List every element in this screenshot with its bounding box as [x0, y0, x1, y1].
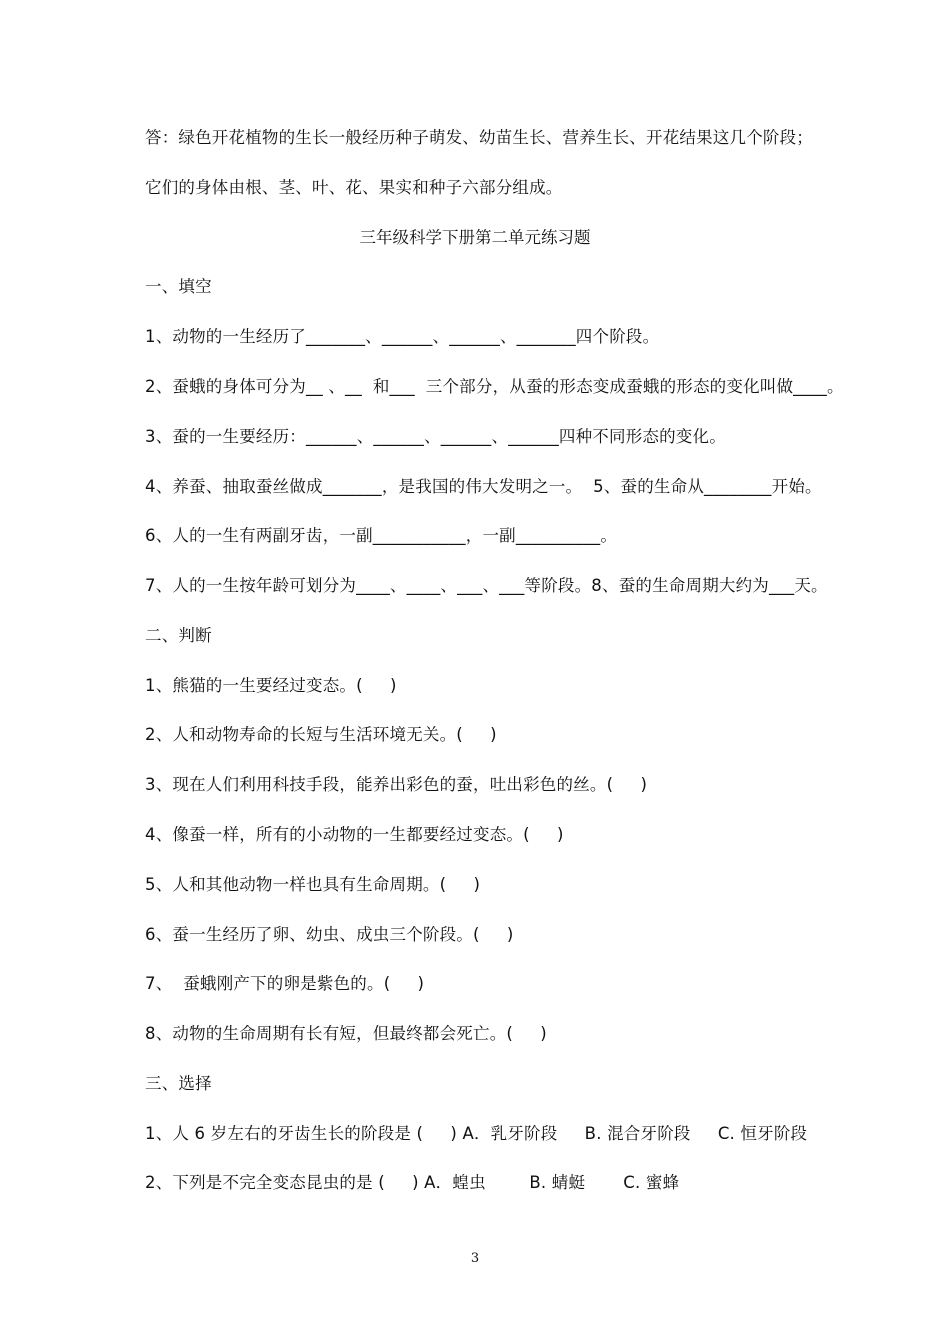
fill-blank-item-4-5: 4、养蚕、抽取蚕丝做成_______，是我国的伟大发明之一。 5、蚕的生命从________开始。: [145, 477, 822, 496]
judgment-item-1: 1、熊猫的一生要经过变态。( ): [145, 676, 397, 695]
worksheet-title: 三年级科学下册第二单元练习题: [359, 228, 591, 247]
choice-item-1: 1、人 6 岁左右的牙齿生长的阶段是 ( ) A．乳牙阶段 B. 混合牙阶段 C. 恒牙阶段: [145, 1124, 808, 1143]
judgment-item-6: 6、蚕一生经历了卵、幼虫、成虫三个阶段。( ): [145, 925, 514, 944]
answer-line-2: 它们的身体由根、茎、叶、花、果实和种子六部分组成。: [145, 178, 563, 197]
judgment-item-2: 2、人和动物寿命的长短与生活环境无关。( ): [145, 725, 497, 744]
answer-line-1: 答：绿色开花植物的生长一般经历种子萌发、幼苗生长、营养生长、开花结果这几个阶段；: [145, 128, 813, 147]
section-heading-judgment: 二、判断: [145, 626, 212, 645]
fill-blank-item-7-8: 7、人的一生按年龄可划分为____、____、___、___等阶段。8、蚕的生命周期大约为___天。: [145, 576, 828, 595]
fill-blank-item-6: 6、人的一生有两副牙齿，一副___________，一副__________。: [145, 526, 618, 545]
judgment-item-5: 5、人和其他动物一样也具有生命周期。( ): [145, 875, 481, 894]
judgment-item-4: 4、像蚕一样，所有的小动物的一生都要经过变态。( ): [145, 825, 564, 844]
section-heading-choice: 三、选择: [145, 1074, 212, 1093]
fill-blank-item-1: 1、动物的一生经历了_______、______、______、_______四个阶段。: [145, 327, 660, 346]
fill-blank-item-2: 2、蚕蛾的身体可分为__ 、__ 和___ 三个部分，从蚕的形态变成蚕蛾的形态的变化叫做____。: [145, 377, 844, 396]
fill-blank-item-3: 3、蚕的一生要经历：______、______、______、______四种不同形态的变化。: [145, 427, 726, 446]
page-number: 3: [470, 1251, 480, 1266]
section-heading-fill-blank: 一、填空: [145, 277, 212, 296]
judgment-item-7: 7、 蚕蛾刚产下的卵是紫色的。( ): [145, 974, 425, 993]
judgment-item-3: 3、现在人们利用科技手段，能养出彩色的蚕，吐出彩色的丝。( ): [145, 775, 648, 794]
choice-item-2: 2、下列是不完全变态昆虫的是 ( ) A．蝗虫 B. 蜻蜓 C. 蜜蜂: [145, 1173, 680, 1192]
judgment-item-8: 8、动物的生命周期有长有短，但最终都会死亡。( ): [145, 1024, 547, 1043]
